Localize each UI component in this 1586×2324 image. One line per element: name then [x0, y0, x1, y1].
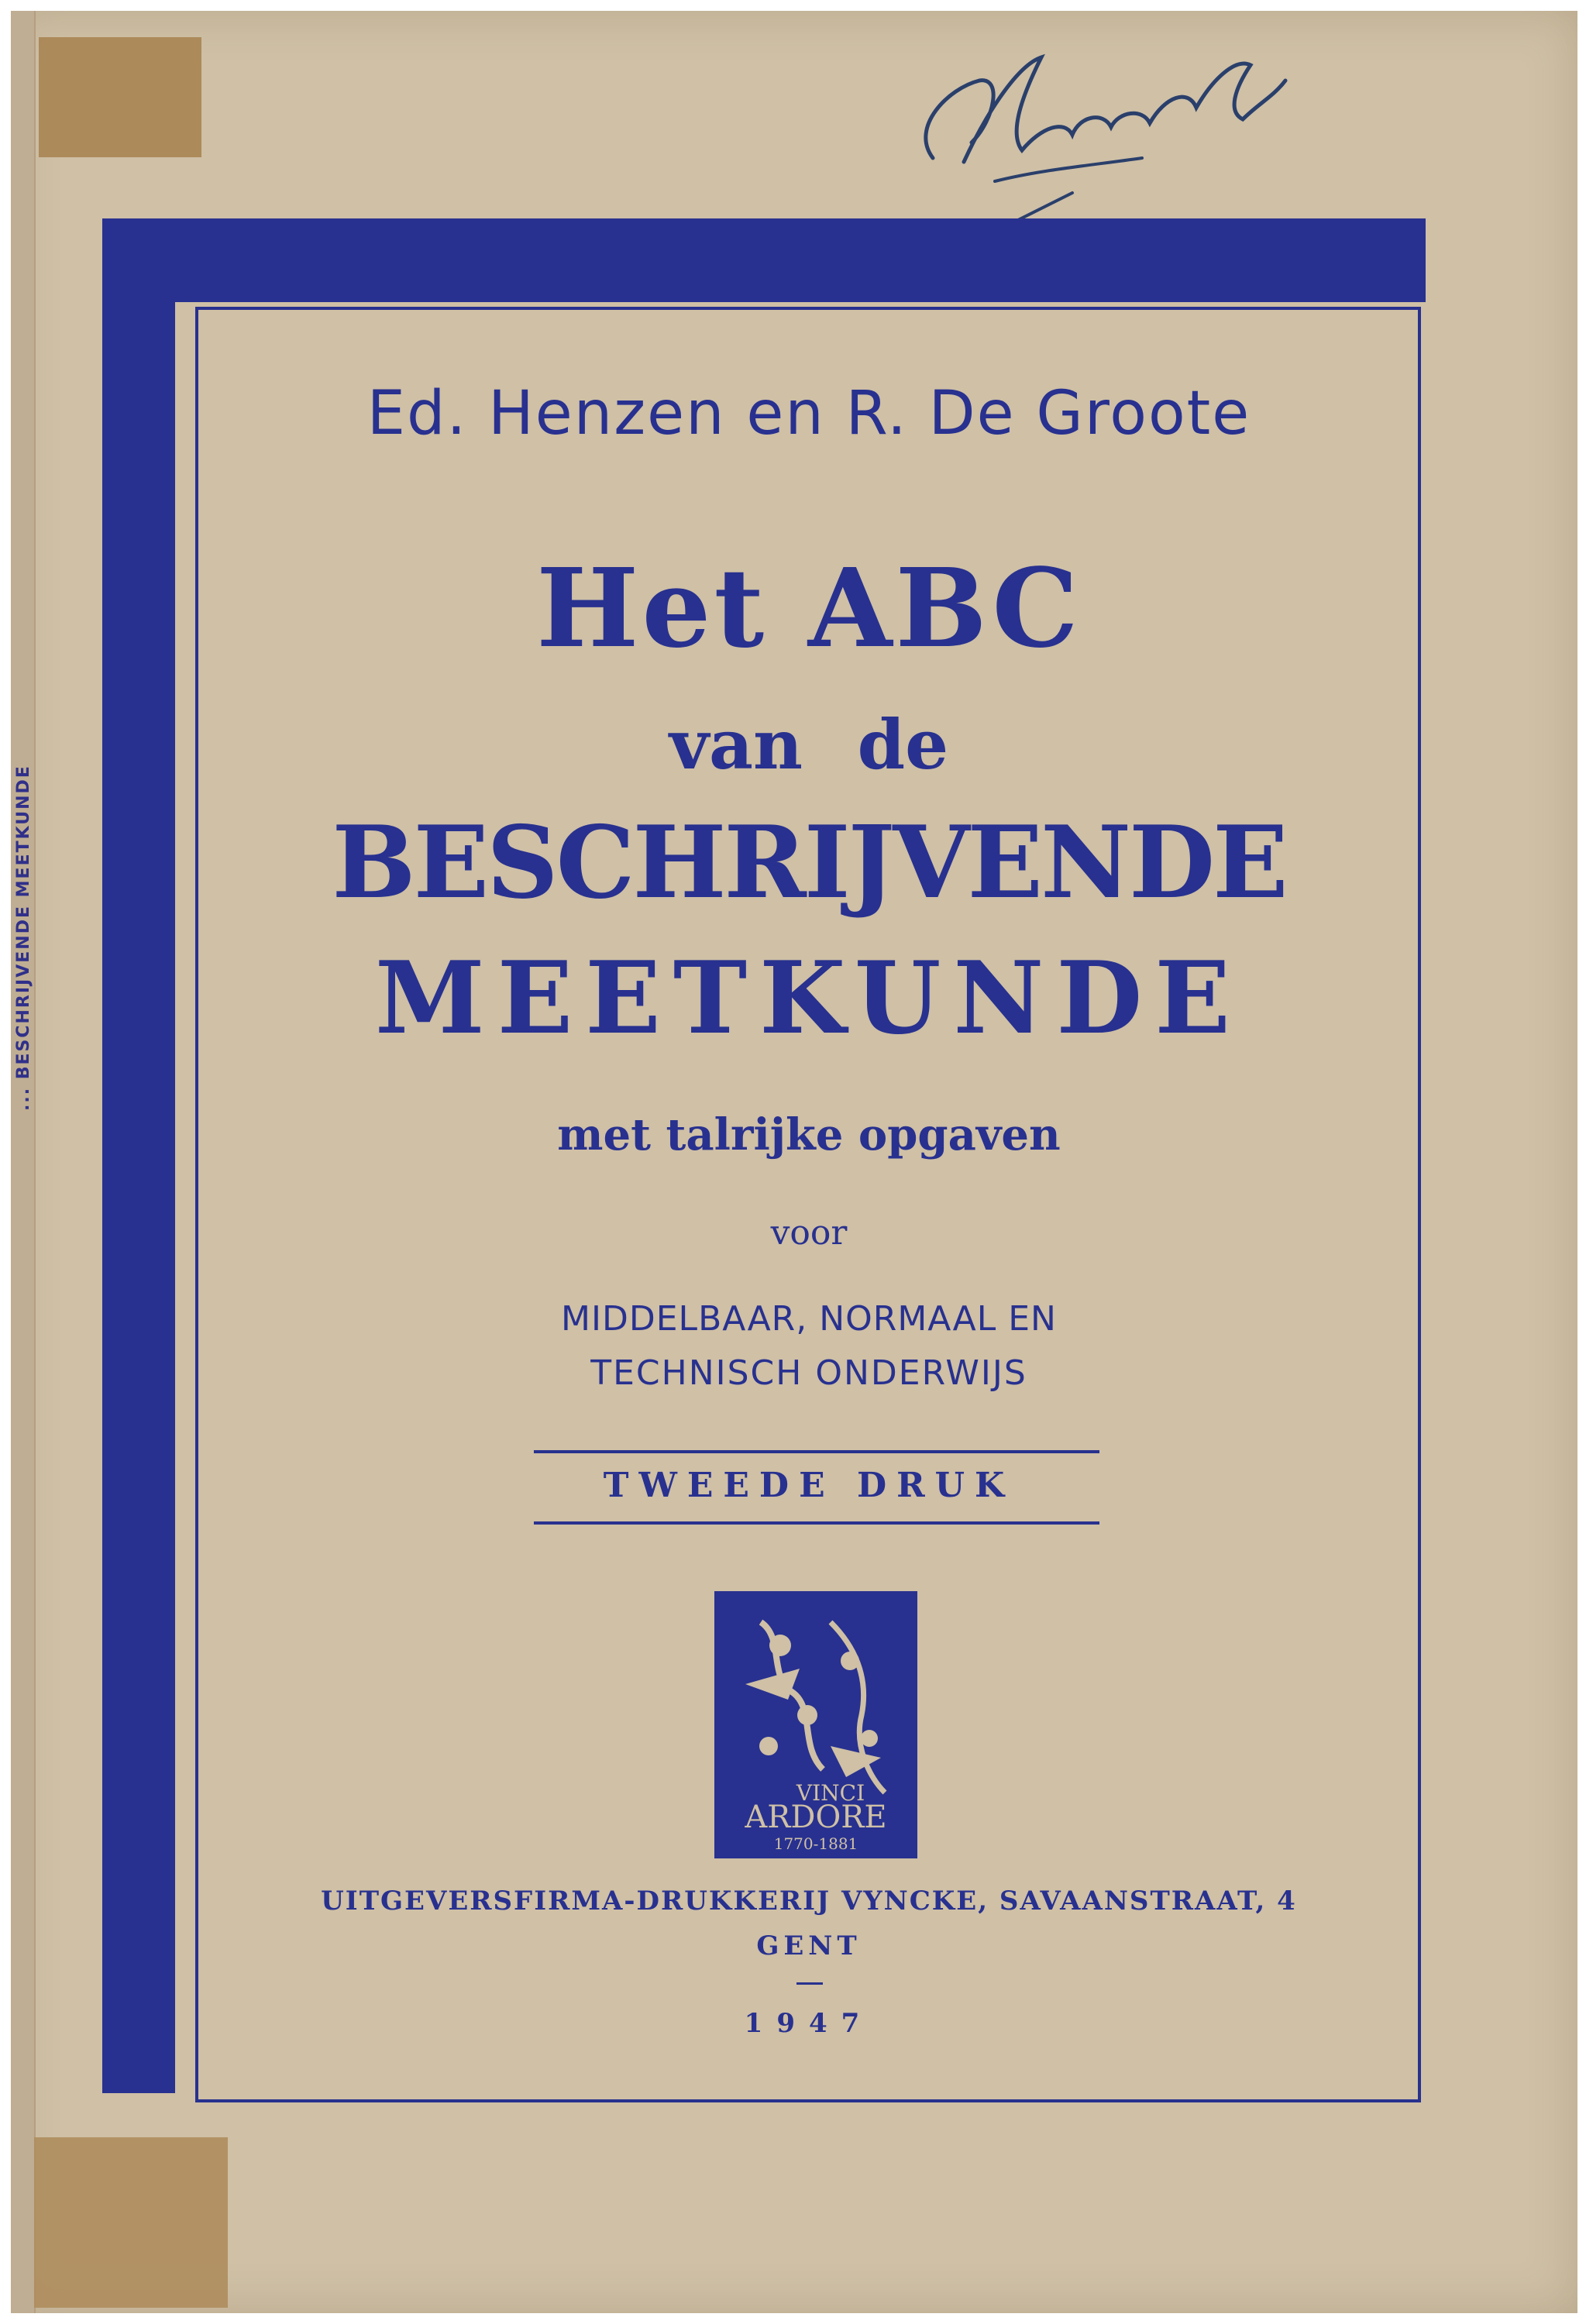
frame-left-bar	[102, 218, 175, 2093]
tape-bottom	[34, 2137, 228, 2308]
title-line-4: MEETKUNDE	[375, 940, 1243, 1057]
title-line-1: Het ABC	[536, 545, 1082, 672]
book-cover	[11, 11, 1577, 2313]
publisher-logo	[714, 1591, 917, 1858]
publisher-address: UITGEVERSFIRMA-DRUKKERIJ VYNCKE, SAVAANSTRAAT, 4	[321, 1886, 1297, 1917]
handwritten-signature	[886, 34, 1289, 220]
tape-top	[39, 37, 201, 157]
title-line-3: BESCHRIJVENDE	[332, 805, 1286, 921]
authors: Ed. Henzen en R. De Groote	[366, 379, 1251, 449]
logo-motto-1: VINCI	[796, 1780, 865, 1806]
title-line-2: van de	[669, 704, 949, 785]
publication-year: 1947	[744, 2008, 874, 2039]
edition-rule-bottom	[534, 1521, 1099, 1525]
subtitle: met talrijke opgaven	[557, 1109, 1061, 1160]
publisher-city: GENT	[756, 1930, 862, 1961]
voor-label: voor	[770, 1213, 848, 1253]
logo-motto-2: ARDORE	[745, 1800, 887, 1835]
audience-line-2: TECHNISCH ONDERWIJS	[590, 1353, 1027, 1393]
logo-motto-3: 1770-1881	[773, 1834, 858, 1853]
frame-top-bar	[107, 218, 1426, 302]
audience-line-1: MIDDELBAAR, NORMAAL EN	[561, 1299, 1057, 1339]
separator-dash	[796, 1982, 823, 1985]
edition-label: TWEEDE DRUK	[603, 1466, 1015, 1505]
edition-rule-top	[534, 1450, 1099, 1453]
spine-title: ... BESCHRIJVENDE MEETKUNDE	[14, 765, 33, 1111]
